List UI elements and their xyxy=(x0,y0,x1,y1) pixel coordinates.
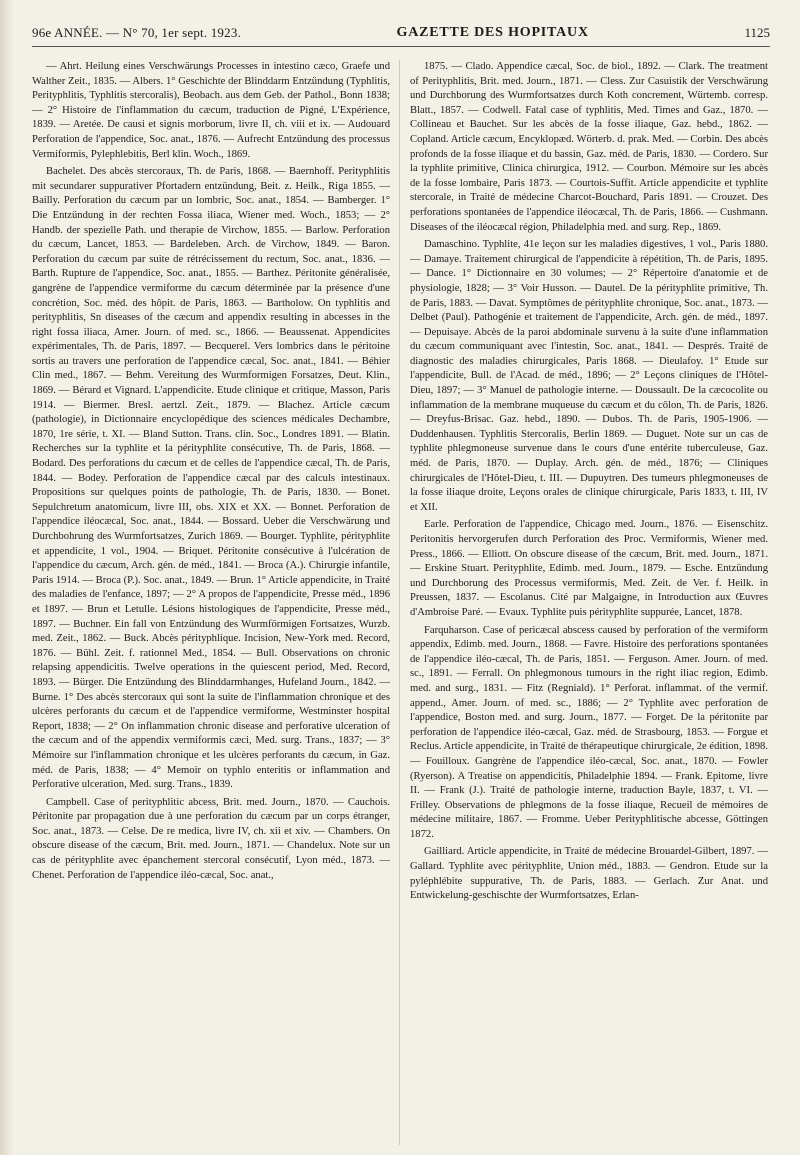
page-number: 1125 xyxy=(744,25,770,40)
page-header xyxy=(32,20,770,47)
right-column xyxy=(410,60,768,1145)
bibliography-paragraph: Bachelet. Des abcès stercoraux, Th. de Paris, 1868. — Baernhoff. Perityphlitis mit secundarer suppurativer Pfortadern entzündung, Beit. z. Heilk., Riga 1855. — Bailly. Perforation du cæcum par un lombric, Soc. anat., 1854. — Bamberger. 1° Die Entzündung in der rechten Fossa iliaca, Wiener med. Woch., 1853; — 2° Handb. der spezielle Path. und therapie de Virchow, 1855. — Barlow. Perforation du cæcum, Lancet, 1853. — Bardeleben. Arch. de Virchow, 1849. — Baron. Perforation du cæcum par suite de rétrécissement du rectum, Soc. anat., 1836. — Barth. Rupture de l'appendice, Soc. anat., 1855. — Barthez. Péritonite généralisée, gangrène de l'appendice vermiforme du cæcum déterminée par la présence d'une concrétion, Soc. méd. des hôpit. de Paris, 1863. — Bartholow. On typhlitis and perityphlitis, Sn diseases of the cæcum and appendix resulting in abcesses in the right fossa iliaca, Amer. Journ. of med. sc., 1866. — Beaussenat. Appendicites expérimentales, Th. de Paris, 1897. — Becquerel. Vers lombrics dans le péritoine sortis au travers une perforation de l'appendice cæcal, Soc. anat., 1841. — Béhier Clin med., 1867. — Behm. Vereitung des Wurmformigen Forsatzes, Deut. Klin., 1869. — Bérard et Vignard. L'appendicite. Etude clinique et critique, Masson, Paris 1914. — Biermer. Bresl. aertzl. Zeit., 1879. — Blachez. Article cæcum (pathologie), in Dictionnaire encyclopédique des sciences médicales Dechambre, 1870, 1re série, t. XI. — Bland Sutton. Trans. clin. Soc., Londres 1891. — Blatin. Recherches sur la typhlite et la pérityphlite consécutive, Th. de Paris, 1868. — Bodard. Des perforations du cæcum et de celles de l'appendice cæcal, Th. de Paris, 1844. — Bodey. Perforation de l'appendice cæcal par des calculs intestinaux. Propositions sur quelques points de pathologie, Th. de Paris, 1830. — Bonet. Sepulchretum anatomicum, livre III, obs. XIX et XX. — Bonnet. Perforation de l'appendice iléocæcal, Soc. anat., 1844. — Bossard. Ueber die Verschwärung und Durchbohrung des Wurmfortsatzes, Zurich 1869. — Bourget. Typhlite, pérityphlite et appendicite, 1 vol., 1904. — Briquet. Péritonite consécutive à l'ulcération de l'appendice du cæcum, Arch. gén. de méd., 1841. — Broca (A.). Chirurgie infantile, Paris 1914. — Broca (P.). Soc. anat., 1849. — Brun. 1° Article appendicite, in Traité des maladies de l'enfance, 1897; — 2° A propos de l'appendicite, Presse méd., 1896 et 1897. — Brun et Letulle. Lésions histologiques de l'appendicite, Presse méd., 1897. — Buchner. Ein fall von Entzündung des Wurmförmigen Fortsatzes, Wurzb. med. Zeit., 1862. — Buck. Abcès pérityphlique. Incision, New-York med. Record, 1876. — Bühl. Zeit. f. rationnel Med., 1854. — Bull. Observations on chronic relapsing appendicitis. Twelve operations in the quiescent period, Med. Record, 1893. — Bürger. Die Entzündung des Blinddarmhanges, Hufeland Journ., 1842. — Burne. 1° Des abcès stercoraux qui sont la suite de l'inflammation chronique et des ulcères perforants du cæcum et de l'appendice vermiforme, Westminster hospital Report, 1838; — 2° On inflammation chronic disease and perforative ulceration of the cæcum and of the appendix vermiformis cæci, Med. surg. Trans., 1837; — 3° Mémoire sur l'inflammation chronique et les ulcères perforants du cæcum, in Gaz. méd. de Paris, 1838; — 4° Memoir on typhlo enteritis or inflammation and Perforative ulceration, Med. surg. Trans., 1839. xyxy=(32,166,390,791)
bibliography-paragraph: Earle. Perforation de l'appendice, Chicago med. Journ., 1876. — Eisenschitz. Peritonitis hervorgerufen durch Perforation des Proc. Vermiformis, Wiener med. Press., 1866. — Elliott. On obscure disease of the cæcum, Brit. med. Journ., 1871. — Erskine Stuart. Perityphlite, Edimb. med. Journ., 1879. — Esche. Entzündung und Durchborung des Processus vermiformis, Med. Zeit. de Ver. f. Heilk. in Preussen, 1837. — Escolanus. Cité par Malgaigne, in Introduction aux Œuvres d'Ambroise Paré. — Evaux. Typhlite puis pérityphlite suppurée, Lancet, 1878. xyxy=(410,519,768,618)
bibliography-paragraph: Farquharson. Case of pericæcal abscess caused by perforation of the vermiform appendix, Edimb. med. Journ., 1868. — Favre. Histoire des perforations spontanées de l'appendice iléo-cæcal, Th. de Paris, 1851. — Ferguson. Amer. Journ. of med. sc., 1891. — Ferrall. On phlegmonous tumours in the right iliac region, Edimb. med. and surg., 1831. — Fitz (Regniald). 1° Perforat. inflammat. of the vermif. append., Amer. Journ. of med. sc., 1886; — 2° Typhlite avec perforation de l'appendice, Boston med. and surg. Journ., 1877. — Forget. De la péritonite par perforation de l'appendice iléo-cæcal, Gaz. méd. de Strasbourg, 1853. — Forgue et Reclus. Article appendicite, in Traité de thérapeutique chirurgicale, 2e édition, 1898. — Fouilloux. Gangrène de l'appendice iléo-cæcal, Soc. anat., 1870. — Fowler (Ryerson). A Treatise on appendicitis, Philadelphie 1894. — Frank. Epitome, livre II. — Frank (J.). Traité de pathologie interne, traduction Bayle, 1837, t. VI. — Frilley. Observations de phlegmons de la fosse iliaque, Recueil de mémoires de médecine militaire, 1867. — Fromme. Ueber Perityphlitische abcesse, Göttingen 1872. xyxy=(410,624,768,840)
journal-title: GAZETTE DES HOPITAUX xyxy=(396,25,589,40)
bibliography-paragraph: Campbell. Case of perityphlitic abcess, Brit. med. Journ., 1870. — Cauchois. Péritonite par propagation due à une perforation du cæcum par un corps étranger, Soc. anat., 1873. — Celse. De re medica, livre IV, ch. xii et xiv. — Chambers. On obscure disease of the cæcum, Brit. med. Journ., 1871. — Chandelux. Note sur un cas de pérityphlite avec épanchement stercoral consécutif, Lyon méd., 1873. — Chenet. Perforation de l'appendice iléo-cæcal, Soc. anat., xyxy=(32,796,390,881)
bibliography-paragraph: Damaschino. Typhlite, 41e leçon sur les maladies digestives, 1 vol., Paris 1880. — Damaye. Traitement chirurgical de l'appendicite à répétition, Th. de Paris, 1895. — Dance. 1° Dictionnaire en 30 volumes; — 2° Répertoire d'anatomie et de physiologie, 1828; — 3° Voir Husson. — Dautel. De la pérityphlite primitive, Th. de Paris, 1883. — Davat. Symptômes de pérityphlite chronique, Soc. anat., 1873. — Delbet (Paul). Pathogénie et traitement de l'appendicite, Arch. gén. de méd., 1897. — Depuisaye. Abcès de la paroi abdominale survenu à la suite d'une inflammation du cæcum communiquant avec l'intestin, Soc. anat., 1841. — Després. Traité de diagnostic des maladies chirurgicales, Paris 1868. — Dieulafoy. 1° Etude sur l'appendicite, Bull. de l'Acad. de méd., 1896; — 2° Leçons cliniques de l'Hôtel-Dieu, 1897; — 3° Manuel de pathologie interne. — Doussault. De la cæcocolite ou inflammation de la membrane muqueuse du cæcum et du côlon, Th. de Paris, 1826. — Dreyfus-Brisac. Gaz. hebd., 1890. — Dubos. Th. de Paris, 1905-1906. — Duddenhausen. Typhlitis Stercoralis, Berlin 1869. — Duguet. Note sur un cas de typhlite phlegmoneuse survenue dans le cours d'une entérite tuberculeuse, Gaz. méd. de Paris, 1870. — Duplay. Arch. gén. de méd., 1876; — Cliniques chirurgicales de l'Hôtel-Dieu, t. III. — Dupuytren. Des tumeurs phlegmoneuses de la fosse iliaque droite, Leçons orales de clinique chirurgicale, Paris 1833, t. III, IV et XII. xyxy=(410,239,768,513)
bibliography-paragraph: 1875. — Clado. Appendice cæcal, Soc. de biol., 1892. — Clark. The treatment of Perityphlitis, Brit. med. Journ., 1871. — Cless. Zur Casuistik der Verschwärung und Durchborung des Wurmfortsatzes durch Koth concrement, Würtemb. corresp. Blatt., 1857. — Codwell. Fatal case of typhlitis, Med. Times and Gaz., 1870. — Collineau et Bauchet. Sur les abcès de la fosse iliaque, Gaz. hebd., 1862. — Copland. Article cæcum, Encyklopæd. Wörterb. d. prak. Med. — Corbin. Des abcès profonds de la fosse iliaque et du bassin, Gaz. méd. de Paris, 1830. — Cordero. Sur la typhlite primitive, Clinica chirurgica, 1912. — Courbon. Mémoire sur les abcès de la fosse lombaire, Paris 1873. — Courtois-Suffit. Article appendicite et typhlite stercorale, in Traité de médecine Charcot-Bouchard, Paris 1891. — Crouzet. Des perforations spontanées de l'appendice iléocæcal, Th. de Paris, 1866. — Cushmann. Diseases of the iléocæcal région, Philadelphia med. and surg. Rep., 1869. xyxy=(410,61,768,233)
page-shadow xyxy=(0,0,14,1155)
column-divider xyxy=(399,60,400,1145)
issue-line: 96e ANNÉE. — N° 70, 1er sept. 1923. xyxy=(32,25,241,40)
bibliography-paragraph: Gailliard. Article appendicite, in Traité de médecine Brouardel-Gilbert, 1897. — Gallard. Typhlite avec pérityphlite, Union méd., 1883. — Gendron. Etude sur la pyléphlébite suppurative, Th. de Paris, 1883. — Gerlach. Zur Anat. und Entwickelung-geschischte der Wurmfortsatzes, Erlan- xyxy=(410,846,768,902)
bibliography-paragraph: — Ahrt. Heilung eines Verschwärungs Processes in intestino cæco, Graefe und Walther Zeit., 1835. — Albers. 1° Geschichte der Blinddarm Entzündung (Typhlitis, Perityphlitis, Typhlitis stercoralis), Beobach. aus dem Geb. der Pathol., Bonn 1838; — 2° Histoire de l'inflammation du cæcum, traduction de Pigné, L'Expérience, 1839. — Aretée. De causi et signis morborum, livre II, ch. viii et ix. — Audouard Perforation de l'appendice, Soc. anat., 1876. — Aufrecht Entzündung des processus Vermiformis, Pylephlebitis, Berl klin. Woch., 1869. xyxy=(32,61,390,160)
left-column xyxy=(32,60,390,1145)
